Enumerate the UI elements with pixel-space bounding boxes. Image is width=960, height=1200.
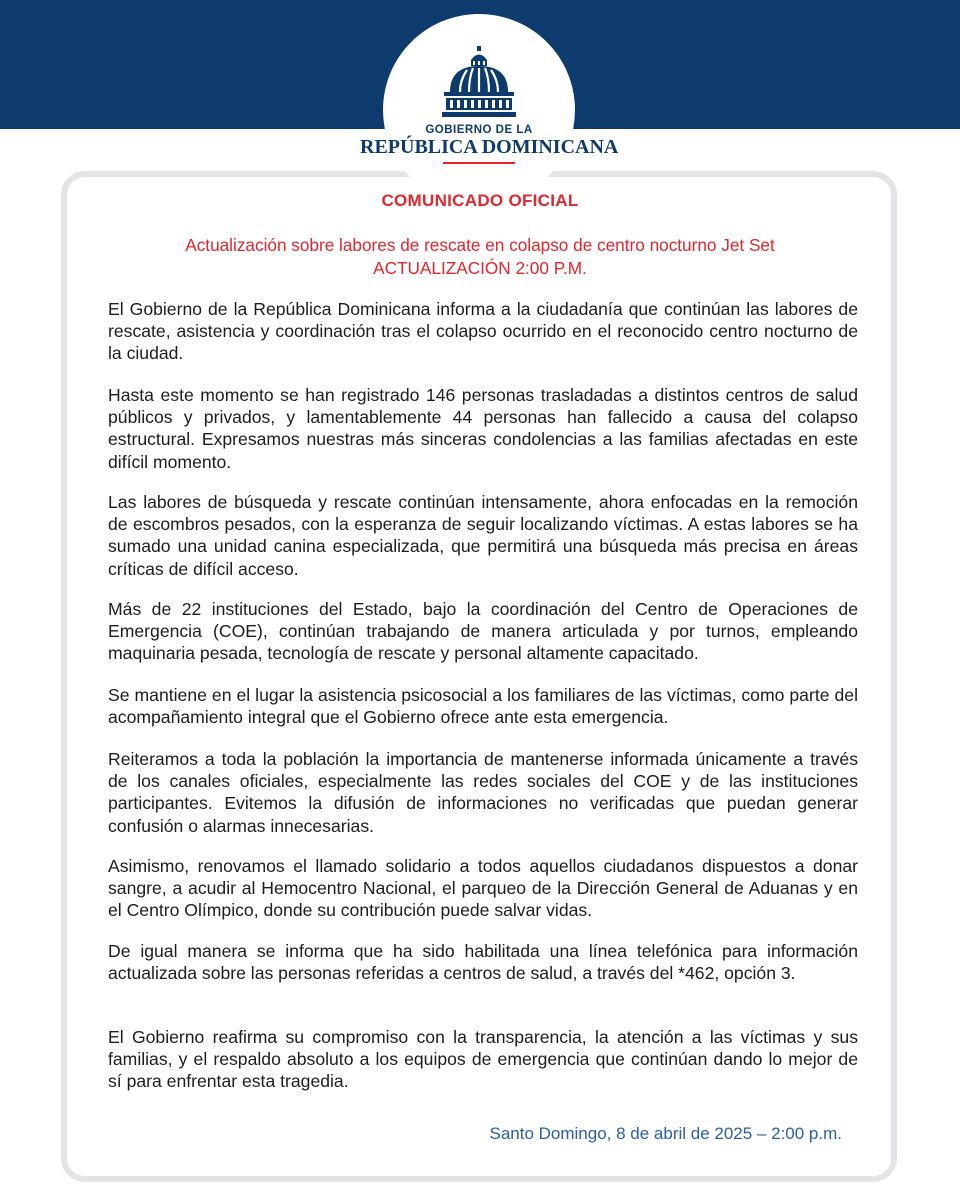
subtitle-line-2: ACTUALIZACIÓN 2:00 P.M. — [373, 258, 587, 278]
paragraph-4: Más de 22 instituciones del Estado, bajo la coordinación del Centro de Operaciones de Emergencia (COE), continúan trabajando de manera articulada y por turnos, empleando maquinaria pesada, tecnología de rescate y personal altamente capacitado. — [108, 599, 858, 664]
paragraph-2: Hasta este momento se han registrado 146 personas trasladadas a distintos centros de salud públicos y privados, y lamentablemente 44 personas han fallecido a causa del colapso estructural. Expresamos nuestras más sinceras condolencias a las familias afectadas en este difícil momento. — [108, 385, 858, 472]
paragraph-3: Las labores de búsqueda y rescate continúan intensamente, ahora enfocadas en la remoción de escombros pesados, con la esperanza de seguir localizando víctimas. A estas labores se ha sumado una unidad canina especializada, que permitirá una búsqueda más precisa en áreas críticas de difícil acceso. — [108, 492, 858, 579]
logo-text-line2: REPÚBLICA DOMINICANA — [360, 136, 619, 158]
page-title: COMUNICADO OFICIAL — [381, 191, 579, 210]
paragraph-9: El Gobierno reafirma su compromiso con la transparencia, la atención a las víctimas y sus familias, y el respaldo absoluto a los equipos de emergencia que continúan dando lo mejor de sí para enfrentar esta tragedia. — [108, 1027, 858, 1092]
paragraph-5: Se mantiene en el lugar la asistencia psicosocial a los familiares de las víctimas, como parte del acompañamiento integral que el Gobierno ofrece ante esta emergencia. — [108, 685, 858, 728]
place-date-signature: Santo Domingo, 8 de abril de 2025 – 2:00 p.m. — [489, 1124, 842, 1143]
paragraph-1: El Gobierno de la República Dominicana informa a la ciudadanía que continúan las labores de rescate, asistencia y coordinación tras el colapso ocurrido en el reconocido centro nocturno de la ciudad. — [108, 299, 858, 364]
logo-underline — [443, 162, 515, 164]
capitol-dome-icon — [440, 46, 518, 118]
logo-text-line1: GOBIERNO DE LA — [425, 124, 533, 136]
subtitle-line-1: Actualización sobre labores de rescate en colapso de centro nocturno Jet Set — [185, 235, 775, 255]
paragraph-7: Asimismo, renovamos el llamado solidario a todos aquellos ciudadanos dispuestos a donar sangre, a acudir al Hemocentro Nacional, el parqueo de la Dirección General de Aduanas y en el Centro Olímpico, donde su contribución puede salvar vidas. — [108, 856, 858, 921]
paragraph-8: De igual manera se informa que ha sido habilitada una línea telefónica para información actualizada sobre las personas referidas a centros de salud, a través del *462, opción 3. — [108, 941, 858, 984]
paragraph-6: Reiteramos a toda la población la importancia de mantenerse informada únicamente a través de los canales oficiales, especialmente las redes sociales del COE y de las instituciones participantes. Evitemos la difusión de informaciones no verificadas que puedan generar confusión o alarmas innecesarias. — [108, 749, 858, 836]
